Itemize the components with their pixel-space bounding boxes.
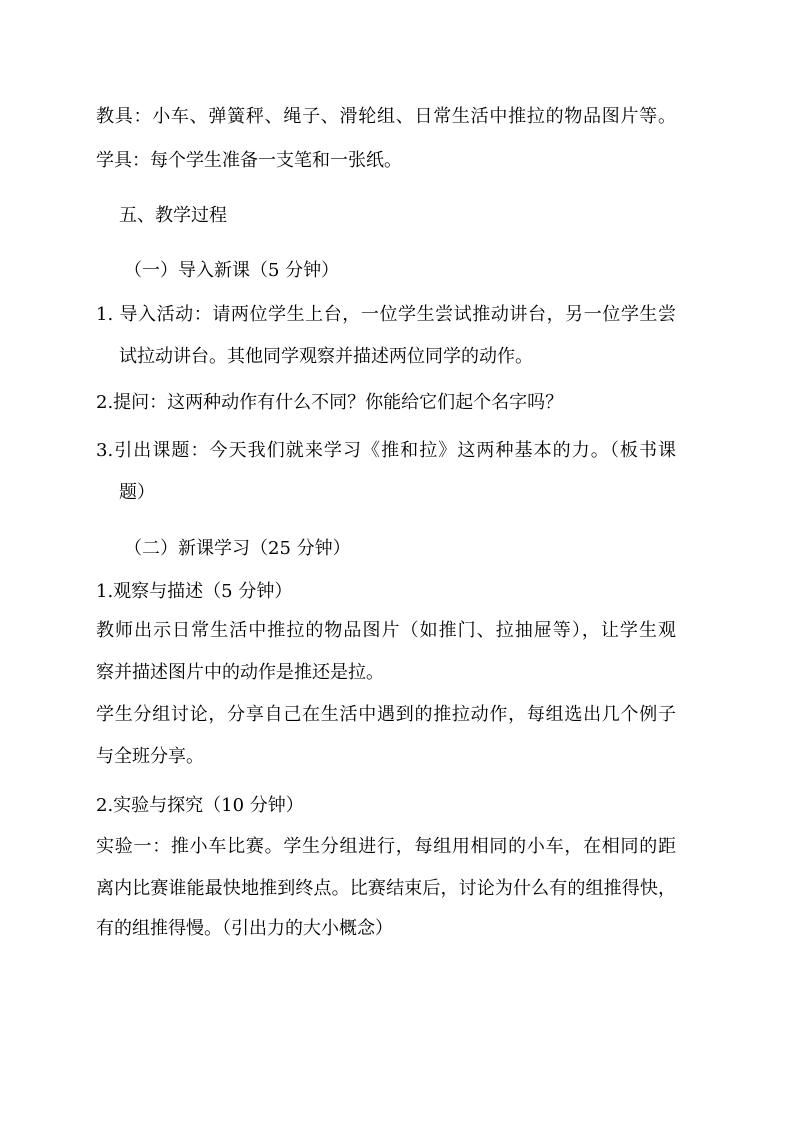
item-1-line-1: 1. 导入活动：请两位学生上台，一位学生尝试推动讲台，另一位学生尝 — [96, 304, 676, 325]
item-3-line-1: 3.引出课题：今天我们就来学习《推和拉》这两种基本的力。（板书课 — [96, 440, 676, 461]
sub-2-paragraph-1-line-3: 有的组推得慢。（引出力的大小概念） — [96, 918, 393, 939]
section-five-heading: 五、教学过程 — [119, 205, 227, 226]
sub-2-paragraph-1-line-2: 离内比赛谁能最快地推到终点。比赛结束后，讨论为什么有的组推得快， — [96, 878, 676, 899]
sub-1-paragraph-1-line-2: 察并描述图片中的动作是推还是拉。 — [96, 662, 384, 683]
sub-2-heading: 2.实验与探究（10 分钟） — [96, 795, 304, 816]
sub-1-paragraph-2-line-2: 与全班分享。 — [96, 746, 204, 767]
sub-1-paragraph-2-line-1: 学生分组讨论，分享自己在生活中遇到的推拉动作，每组选出几个例子 — [96, 704, 676, 725]
item-1-line-2: 试拉动讲台。其他同学观察并描述两位同学的动作。 — [119, 346, 533, 367]
sub-1-paragraph-1-line-1: 教师出示日常生活中推拉的物品图片（如推门、拉抽屉等），让学生观 — [96, 620, 676, 641]
student-materials-line: 学具：每个学生准备一支笔和一张纸。 — [96, 150, 402, 171]
item-2-line: 2.提问：这两种动作有什么不同？你能给它们起个名字吗？ — [96, 392, 564, 413]
part-two-heading: （二）新课学习（25 分钟） — [124, 538, 351, 559]
item-3-line-2: 题） — [119, 482, 155, 503]
part-one-heading: （一）导入新课（5 分钟） — [124, 260, 340, 281]
teaching-aids-line: 教具：小车、弹簧秤、绳子、滑轮组、日常生活中推拉的物品图片等。 — [96, 106, 676, 127]
sub-1-heading: 1.观察与描述（5 分钟） — [96, 581, 293, 602]
sub-2-paragraph-1-line-1: 实验一：推小车比赛。学生分组进行，每组用相同的小车，在相同的距 — [96, 836, 676, 857]
